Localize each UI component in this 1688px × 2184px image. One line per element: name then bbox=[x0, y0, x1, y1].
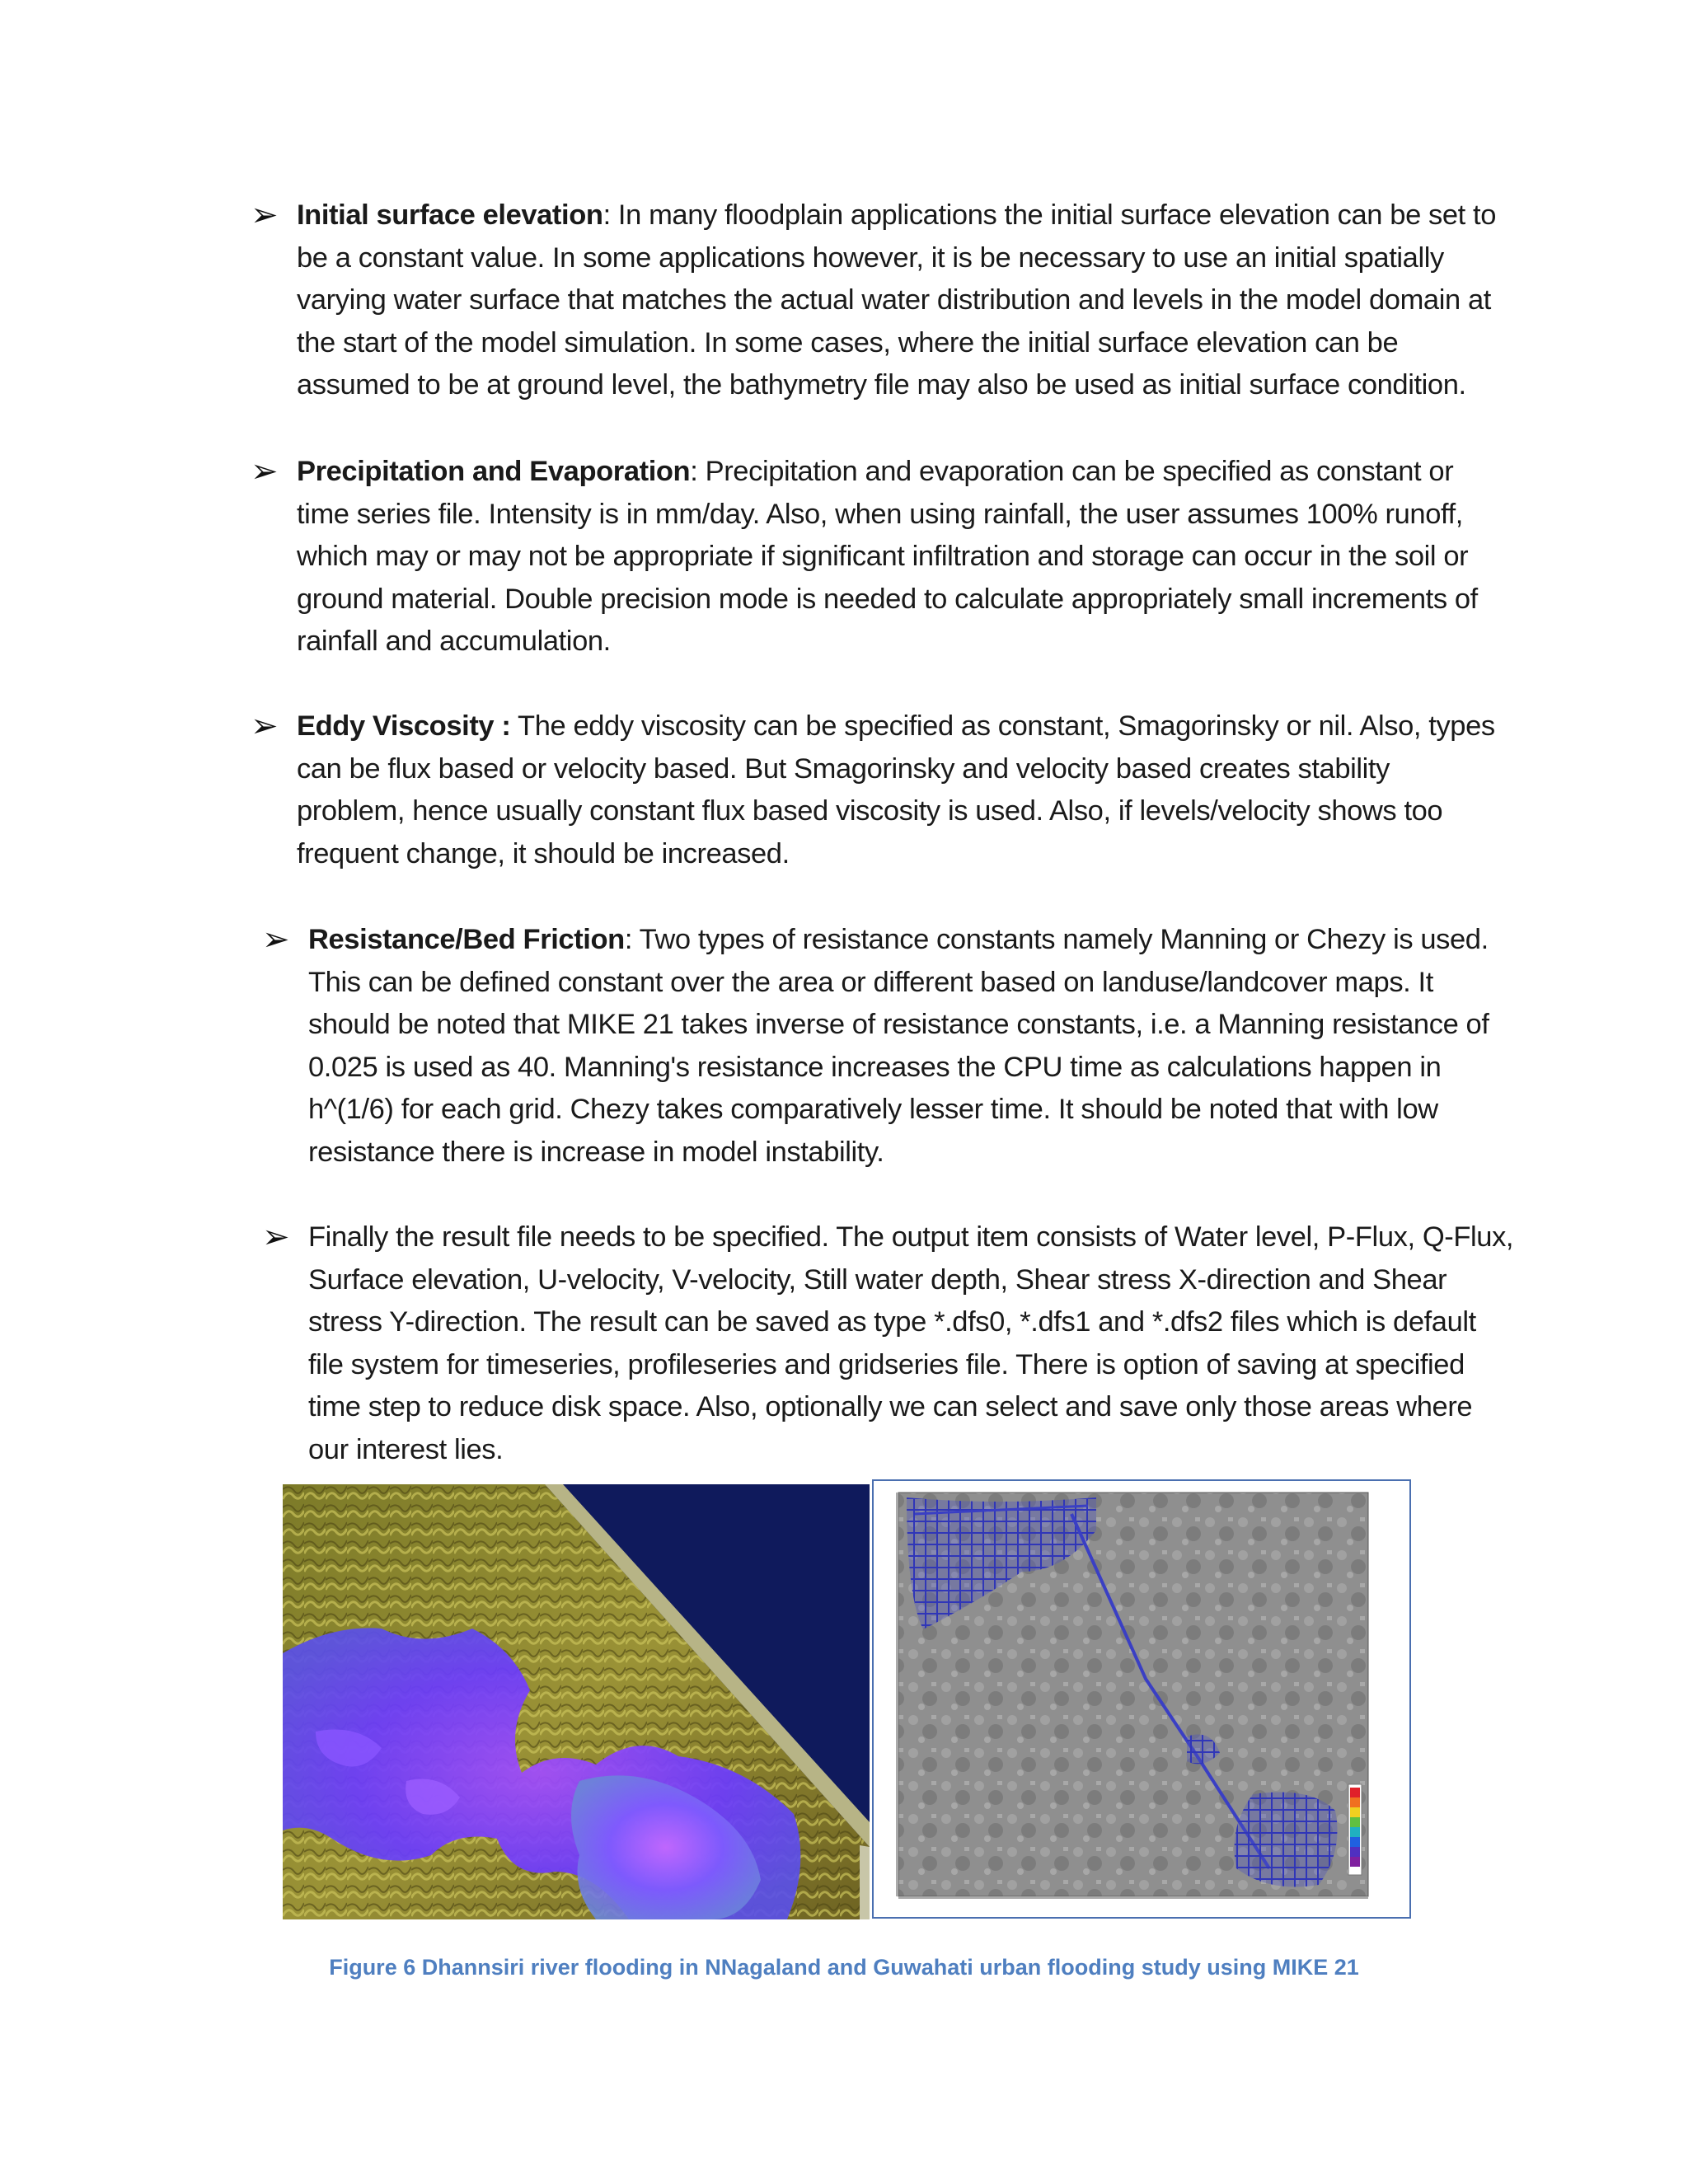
arrow-bullet-icon: ➢ bbox=[262, 1218, 290, 1256]
arrow-bullet-icon: ➢ bbox=[251, 452, 279, 490]
arrow-bullet-icon: ➢ bbox=[251, 707, 279, 745]
bullet-separator: : bbox=[690, 456, 698, 487]
bullet-initial-surface-elevation bbox=[251, 194, 1503, 407]
arrow-bullet-icon: ➢ bbox=[262, 921, 290, 958]
bullet-text bbox=[308, 1216, 1515, 1471]
arrow-bullet-icon: ➢ bbox=[251, 196, 279, 234]
bullet-text bbox=[297, 705, 1503, 875]
bullet-body: The eddy viscosity can be specified as constant, Smagorinsky or nil. Also, types can be flux based or velocity based. But Smagorinsky and velocity based creates stability problem, hence usually constant flux based viscosity is used. Also, if levels/velocity shows too frequent change, it should be increased. bbox=[297, 710, 1495, 869]
bullet-separator: : bbox=[624, 924, 633, 955]
bullet-result-file bbox=[262, 1216, 1515, 1471]
bullet-body: Two types of resistance constants namely Manning or Chezy is used. This can be defined constant over the area or different based on landuse/landcover maps. It should be noted that MIKE 21 takes inverse of resistance constants, i.e. a Manning resistance of 0.025 is used as 40. Manning's resistance increases the CPU time as calculations happen in h^(1/6) for each grid. Chezy takes comparatively lesser time. It should be noted that with low resistance there is increase in model instability. bbox=[308, 924, 1489, 1168]
figure-caption: Figure 6 Dhannsiri river flooding in NNagaland and Guwahati urban flooding study using MIKE 21 bbox=[329, 1955, 1359, 1980]
bullet-resistance-bed-friction bbox=[262, 919, 1515, 1174]
bullet-body: Precipitation and evaporation can be specified as constant or time series file. Intensity is in mm/day. Also, when using rainfall, the user assumes 100% runoff, which may or may not be appropriate if significant infiltration and storage can occur in the soil or ground material. Double precision mode is needed to calculate appropriately small increments of rainfall and accumulation. bbox=[297, 456, 1478, 657]
terrain-flood-image bbox=[283, 1484, 870, 1919]
bullet-eddy-viscosity bbox=[251, 705, 1503, 875]
urban-flood-map-image bbox=[872, 1479, 1411, 1919]
bullet-body: Finally the result file needs to be specified. The output item consists of Water level, P-Flux, Q-Flux, Surface elevation, U-velocity, V-velocity, Still water depth, Shear stress X-direction and Shear stress Y-direction. The result can be saved as type *.dfs0, *.dfs1 and *.dfs2 files which is default file system for timeseries, profileseries and gridseries file. There is option of saving at specified time step to reduce disk space. Also, optionally we can select and save only those areas where our interest lies. bbox=[308, 1221, 1514, 1465]
bullet-separator: : bbox=[603, 199, 611, 231]
bullet-precipitation-evaporation bbox=[251, 451, 1503, 663]
bullet-text bbox=[297, 194, 1503, 407]
bullet-term: Initial surface elevation bbox=[297, 199, 603, 231]
bullet-text bbox=[297, 451, 1503, 663]
bullet-body: In many floodplain applications the initial surface elevation can be set to be a constant value. In some applications however, it is be necessary to use an initial spatially varying water surface that matches the actual water distribution and levels in the model domain at the start of the model simulation. In some cases, where the initial surface elevation can be assumed to be at ground level, the bathymetry file may also be used as initial surface condition. bbox=[297, 199, 1497, 401]
bullet-term: Resistance/Bed Friction bbox=[308, 924, 625, 955]
bullet-term: Eddy Viscosity : bbox=[297, 710, 511, 742]
bullet-term: Precipitation and Evaporation bbox=[297, 456, 691, 487]
bullet-text bbox=[308, 919, 1515, 1174]
